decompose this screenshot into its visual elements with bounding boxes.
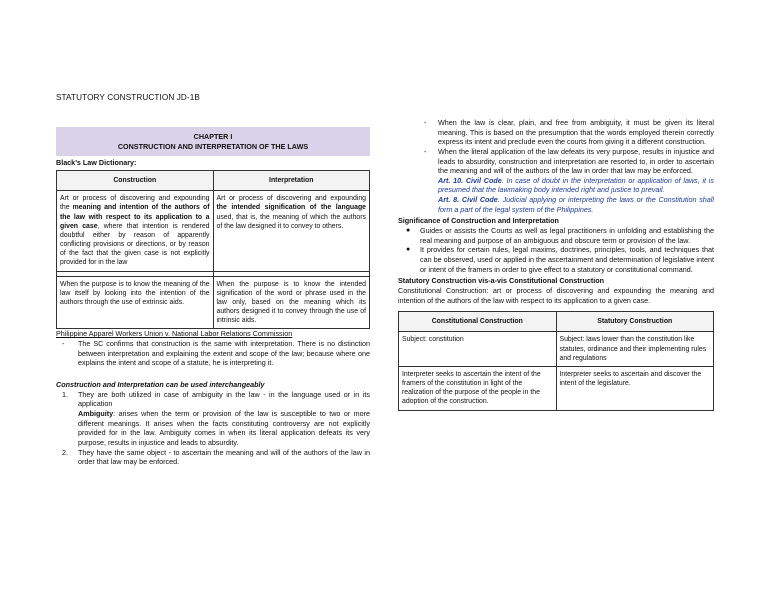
bullet-marker: ●: [406, 227, 411, 235]
construction-purpose: When the purpose is to know the meaning of the law itself by looking into the intention of the authors through the use of extrinsic aids.: [57, 276, 214, 329]
ambiguity-paragraph: Ambiguity: arises when the term or provision of the law is susceptible to two or more different meanings. It arises when the facts constituting controversy are not explicitly provided for in the law. Ambiguity comes in when its literal application defeats its very purpose, results in injustice and leads to absurdity.: [78, 408, 370, 447]
table-row: [57, 191, 370, 271]
bullet-marker: ●: [406, 246, 411, 254]
dash-marker: -: [424, 146, 427, 156]
table-header-constitutional: Constitutional Construction: [399, 312, 557, 332]
table-header-interpretation: Interpretation: [213, 171, 370, 191]
list-item: [56, 390, 370, 448]
dash-marker: -: [424, 118, 427, 127]
interchangeable-heading: Construction and Interpretation can be used interchangeably: [56, 380, 265, 390]
blacks-law-heading: Black’s Law Dictionary:: [56, 158, 137, 168]
left-column: [56, 127, 370, 467]
list-item: [398, 118, 714, 147]
constitutional-statutory-table: [398, 311, 714, 410]
right-column: [398, 118, 714, 411]
table-row: [399, 366, 714, 410]
interpretation-purpose: When the purpose is to know the intended signification of the word or phrase used in the law only, based on the meaning which its authors designed it to convey through the use of intrinsic aids.: [213, 276, 370, 329]
list-number: 2.: [62, 447, 68, 457]
chapter-title: CONSTRUCTION AND INTERPRETATION OF THE LAWS: [117, 141, 309, 151]
construction-definition: Art or process of discovering and expounding the meaning and intention of the authors of the law with respect to its application to a given case, where that intention is rendered doubtful either by reason of apparently conflicting provisions or directions, or by reason of the fact that the given case is not explicitly provided for in the law: [57, 191, 214, 271]
art10-citation: Art. 10. Civil Code. In case of doubt in the interpretation or application of laws, it is presumed that the lawmaking body intended right and justice to prevail.: [438, 175, 714, 195]
list-item: ● Guides or assists the Courts as well as legal practitioners in unfolding and establishing the real meaning and purpose of an ambiguous and obscure term or provision of the law.: [406, 226, 714, 245]
list-item: [56, 339, 370, 368]
construction-resort-rule: When the literal application of the law defeats its very purpose, results in injustice and leads to absurdity, construction and interpretation are resorted to, in order to ascertain the meaning and will of the authors of the law in order that law may be enforced.: [438, 146, 714, 176]
construction-interpretation-table: [56, 170, 370, 329]
statutory-interpreter: Interpreter seeks to ascertain and discover the intent of the legislature.: [556, 366, 714, 410]
constitutional-subject: Subject: constitution: [399, 332, 557, 367]
dash-marker: -: [62, 339, 65, 349]
table-header-statutory: Statutory Construction: [556, 312, 714, 332]
list-item: ● It provides for certain rules, legal maxims, doctrines, principles, tools, and techniques that can be observed, used or applied in the ascertainment and determination of legislative intent or intent of the framers in order to give effect to a statutory or constitutional command.: [406, 245, 714, 274]
statutory-vs-constitutional-heading: Statutory Construction vis-a-vis Constitutional Construction: [398, 276, 605, 286]
constitutional-definition: Constitutional Construction: art or process of discovering and expounding the meaning and intention of the authors of the law with respect to its application to a given case.: [398, 285, 714, 305]
art8-citation: Art. 8. Civil Code. Judicial applying or interpreting the laws or the Constitution shall form a part of the legal system of the Philippines.: [438, 195, 714, 214]
table-row: [399, 332, 714, 367]
case-point: The SC confirms that construction is the same with interpretation. There is no distinction between interpretation and explaining the extent and scope of the law; because where one explains the intent and scope of a statute, he is interpreting it.: [78, 339, 370, 368]
document-title: STATUTORY CONSTRUCTION JD-1B: [56, 93, 200, 102]
table-row: [57, 276, 370, 329]
list-number: 1.: [62, 389, 68, 399]
statutory-subject: Subject: laws lower than the constitution like statutes, ordinance and their implementing rules and regulations: [556, 332, 714, 367]
table-header-construction: Construction: [57, 171, 214, 191]
item-text: They have the same object - to ascertain the meaning and will of the authors of the law in order that law may be enforced.: [78, 447, 370, 467]
literal-meaning-rule: When the law is clear, plain, and free from ambiguity, it must be given its literal meaning. This is based on the presumption that the words employed therein correctly express its intent and preclude even the courts from giving it a different construction.: [438, 118, 714, 147]
list-item: [56, 448, 370, 467]
item-text: They are both utilized in case of ambiguity in the law - in the language used or in its application: [78, 389, 370, 409]
chapter-heading: [56, 127, 370, 156]
significance-heading: Significance of Construction and Interpretation: [398, 216, 559, 226]
case-title: Philippine Apparel Workers Union v. National Labor Relations Commission: [56, 329, 293, 339]
interpretation-definition: Art or process of discovering and expounding the intended signification of the language used, that is, the meaning of which the authors of the law designed it to convey to others.: [213, 191, 370, 271]
list-item: [398, 147, 714, 214]
constitutional-interpreter: Interpreter seeks to ascertain the intent of the framers of the constitution in light of the realization of the purpose of the people in the adoption of the construction.: [399, 366, 557, 410]
chapter-number: CHAPTER I: [193, 132, 233, 141]
